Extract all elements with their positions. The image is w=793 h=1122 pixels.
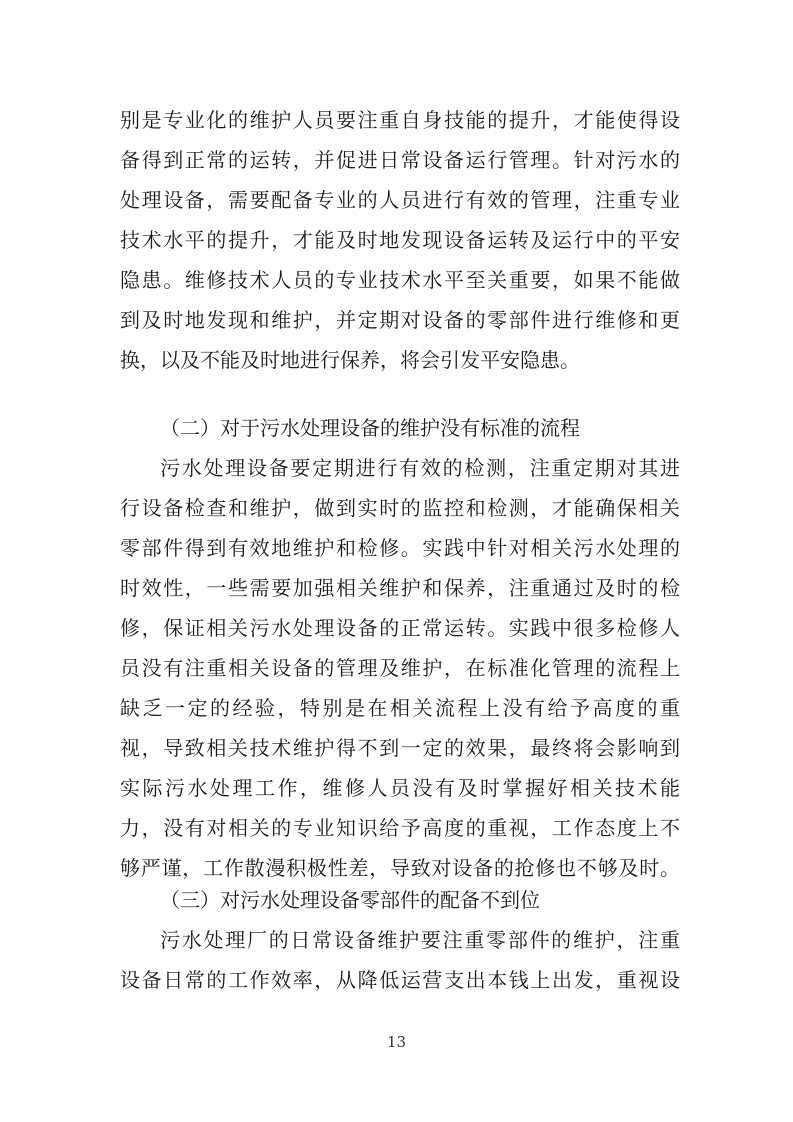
paragraph-line: 零部件得到有效地维护和检修。实践中针对相关污水处理的 <box>120 536 680 560</box>
paragraph-line: 力，没有对相关的专业知识给予高度的重视，工作态度上不 <box>120 816 680 840</box>
paragraph-line: 技术水平的提升，才能及时地发现设备运转及运行中的平安 <box>120 228 680 252</box>
paragraph-line: 够严谨，工作散漫积极性差，导致对设备的抢修也不够及时。 <box>120 856 680 880</box>
paragraph-line: 别是专业化的维护人员要注重自身技能的提升，才能使得设 <box>120 108 680 132</box>
paragraph-line: 污水处理厂的日常设备维护要注重零部件的维护，注重 <box>160 928 680 952</box>
paragraph-line: 修，保证相关污水处理设备的正常运转。实践中很多检修人 <box>120 616 680 640</box>
paragraph-line: 员没有注重相关设备的管理及维护，在标准化管理的流程上 <box>120 656 680 680</box>
paragraph-line: 时效性，一些需要加强相关维护和保养，注重通过及时的检 <box>120 576 680 600</box>
page-number: 13 <box>386 1033 407 1051</box>
section-heading: （三）对污水处理设备零部件的配备不到位 <box>160 888 540 912</box>
paragraph-line: 视，导致相关技术维护得不到一定的效果，最终将会影响到 <box>120 736 680 760</box>
paragraph-line: 设备日常的工作效率，从降低运营支出本钱上出发，重视设 <box>120 968 680 992</box>
paragraph-line: 换，以及不能及时地进行保养，将会引发平安隐患。 <box>120 348 580 372</box>
section-heading: （二）对于污水处理设备的维护没有标准的流程 <box>160 416 580 440</box>
paragraph-line: 实际污水处理工作，维修人员没有及时掌握好相关技术能 <box>120 776 680 800</box>
paragraph-line: 处理设备，需要配备专业的人员进行有效的管理，注重专业 <box>120 188 680 212</box>
paragraph-line: 备得到正常的运转，并促进日常设备运行管理。针对污水的 <box>120 148 680 172</box>
paragraph-line: 污水处理设备要定期进行有效的检测，注重定期对其进 <box>160 456 680 480</box>
paragraph-line: 行设备检查和维护，做到实时的监控和检测，才能确保相关 <box>120 496 680 520</box>
paragraph-line: 隐患。维修技术人员的专业技术水平至关重要，如果不能做 <box>120 268 680 292</box>
paragraph-line: 缺乏一定的经验，特别是在相关流程上没有给予高度的重 <box>120 696 680 720</box>
paragraph-line: 到及时地发现和维护，并定期对设备的零部件进行维修和更 <box>120 308 680 332</box>
